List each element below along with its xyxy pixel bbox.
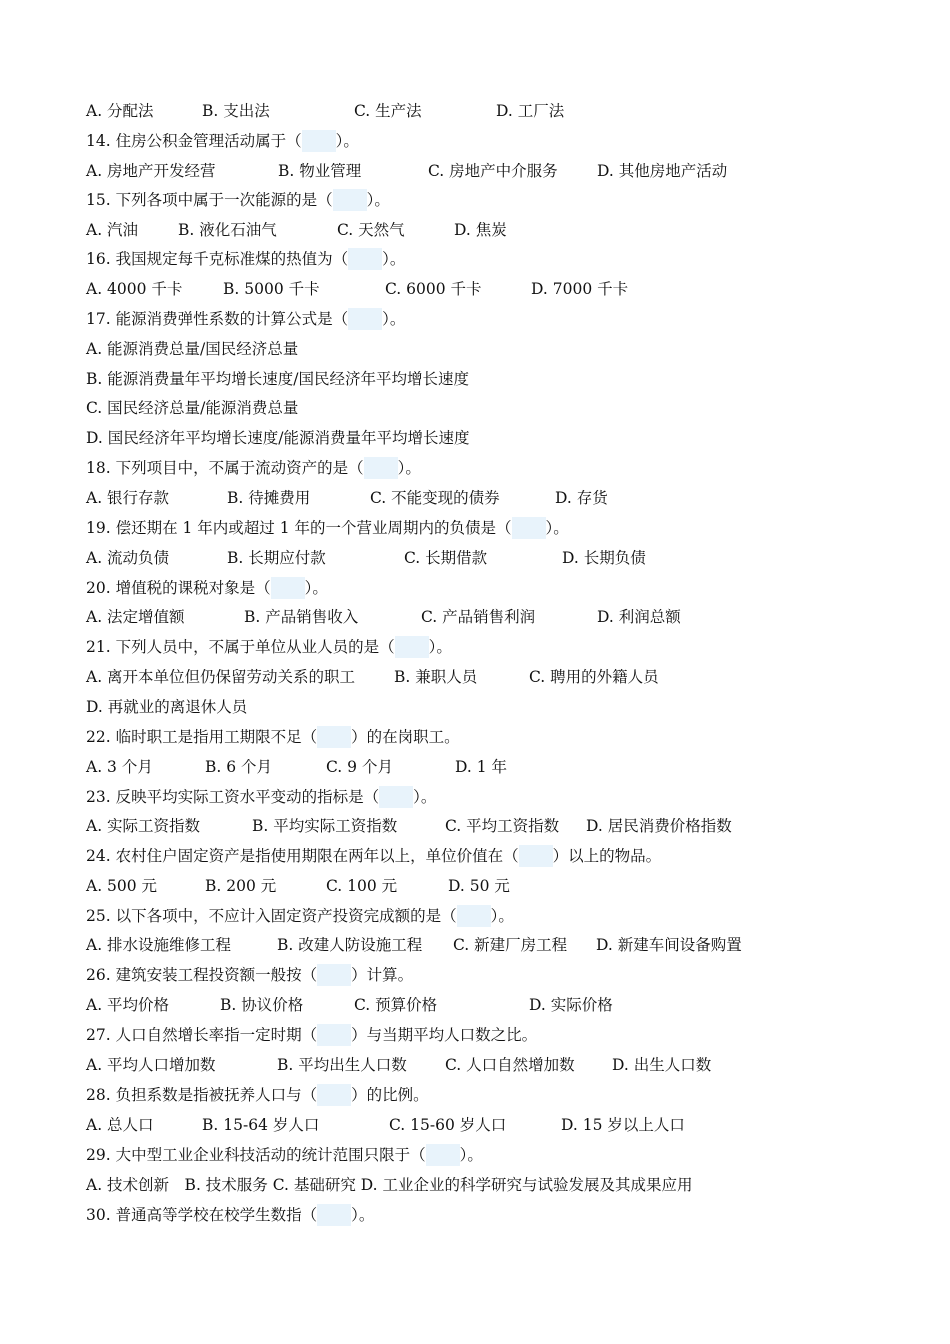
answer-options bbox=[86, 158, 866, 184]
question bbox=[86, 246, 405, 272]
question-text: 23. 反映平均实际工资水平变动的指标是（ bbox=[86, 788, 380, 806]
question-tail: ）。 bbox=[335, 132, 359, 150]
question-tail: ）。 bbox=[459, 1146, 483, 1164]
question-text: 18. 下列项目中，不属于流动资产的是（ bbox=[86, 459, 364, 477]
question-text: 19. 偿还期在 1 年内或超过 1 年的一个营业周期内的负债是（ bbox=[86, 519, 512, 537]
question-text: 28. 负担系数是指被抚养人口与（ bbox=[86, 1086, 318, 1104]
answer-blank bbox=[457, 905, 491, 927]
option: B. 15-64 岁人口 bbox=[202, 1116, 320, 1134]
question-tail: ）。 bbox=[490, 907, 514, 925]
answer-blank bbox=[317, 1204, 351, 1226]
answer-blank bbox=[348, 308, 382, 330]
option: C. 长期借款 bbox=[404, 549, 488, 567]
option: A. 500 元 bbox=[86, 877, 158, 895]
question-text: 22. 临时职工是指用工期限不足（ bbox=[86, 728, 318, 746]
answer-options bbox=[86, 276, 866, 302]
question bbox=[86, 784, 436, 810]
option: D. 7000 千卡 bbox=[531, 280, 629, 298]
option: A. 3 个月 bbox=[86, 758, 153, 776]
text-line: B. 能源消费量年平均增长速度/国民经济年平均增长速度 bbox=[86, 370, 469, 388]
option: D. 实际价格 bbox=[529, 996, 613, 1014]
question-text: 27. 人口自然增长率指一定时期（ bbox=[86, 1026, 318, 1044]
option: A. 平均人口增加数 bbox=[86, 1056, 216, 1074]
question-text: 17. 能源消费弹性系数的计算公式是（ bbox=[86, 310, 349, 328]
option: A. 总人口 bbox=[86, 1116, 154, 1134]
question bbox=[86, 515, 569, 541]
answer-blank bbox=[364, 457, 398, 479]
question bbox=[86, 1142, 483, 1168]
option: A. 银行存款 bbox=[86, 489, 170, 507]
answer-blank bbox=[348, 248, 382, 270]
question-tail: ）。 bbox=[382, 250, 406, 268]
question-tail: ）。 bbox=[351, 1206, 375, 1224]
option: C. 房地产中介服务 bbox=[428, 162, 558, 180]
option: A. 分配法 bbox=[86, 102, 154, 120]
option: D. 出生人口数 bbox=[612, 1056, 712, 1074]
option: A. 排水设施维修工程 bbox=[86, 936, 232, 954]
answer-blank bbox=[426, 1144, 460, 1166]
question-tail: ）。 bbox=[397, 459, 421, 477]
answer-options bbox=[86, 98, 866, 124]
answer-options bbox=[86, 217, 866, 243]
option: B. 平均实际工资指数 bbox=[252, 817, 398, 835]
question-tail: ）。 bbox=[413, 788, 437, 806]
option: D. 其他房地产活动 bbox=[597, 162, 728, 180]
question bbox=[86, 1022, 537, 1048]
option: D. 新建车间设备购置 bbox=[596, 936, 742, 954]
answer-blank bbox=[395, 636, 429, 658]
option: C. 聘用的外籍人员 bbox=[529, 668, 659, 686]
question-tail: ）与当期平均人口数之比。 bbox=[351, 1026, 538, 1044]
option: B. 支出法 bbox=[202, 102, 270, 120]
option: C. 不能变现的债券 bbox=[370, 489, 500, 507]
question-tail: ）。 bbox=[545, 519, 569, 537]
option: A. 汽油 bbox=[86, 221, 139, 239]
option: C. 天然气 bbox=[337, 221, 405, 239]
option: C. 预算价格 bbox=[354, 996, 438, 1014]
question-tail: ）以上的物品。 bbox=[552, 847, 662, 865]
question bbox=[86, 724, 460, 750]
question bbox=[86, 1202, 374, 1228]
option: D. 焦炭 bbox=[454, 221, 507, 239]
question bbox=[86, 962, 413, 988]
option: B. 5000 千卡 bbox=[223, 280, 320, 298]
question bbox=[86, 1082, 429, 1108]
answer-options bbox=[86, 754, 866, 780]
question-text: 15. 下列各项中属于一次能源的是（ bbox=[86, 191, 333, 209]
text-line: D. 国民经济年平均增长速度/能源消费量年平均增长速度 bbox=[86, 429, 470, 447]
option: C. 新建厂房工程 bbox=[453, 936, 568, 954]
answer-options bbox=[86, 485, 866, 511]
option: B. 物业管理 bbox=[278, 162, 362, 180]
answer-blank bbox=[317, 726, 351, 748]
option: D. 存货 bbox=[555, 489, 608, 507]
answer-blank bbox=[333, 189, 367, 211]
option: A. 流动负债 bbox=[86, 549, 170, 567]
answer-blank bbox=[512, 517, 546, 539]
answer-blank bbox=[271, 577, 305, 599]
question-text: 20. 增值税的课税对象是（ bbox=[86, 579, 271, 597]
text-line: A. 技术创新 B. 技术服务 C. 基础研究 D. 工业企业的科学研究与试验发展及其成果应用 bbox=[86, 1176, 693, 1194]
question bbox=[86, 843, 661, 869]
question-text: 14. 住房公积金管理活动属于（ bbox=[86, 132, 302, 150]
question bbox=[86, 455, 421, 481]
option: B. 兼职人员 bbox=[394, 668, 478, 686]
question-text: 30. 普通高等学校在校学生数指（ bbox=[86, 1206, 318, 1224]
option: A. 实际工资指数 bbox=[86, 817, 201, 835]
question bbox=[86, 128, 359, 154]
answer-blank bbox=[519, 845, 553, 867]
option: C. 产品销售利润 bbox=[421, 608, 536, 626]
option: D. 居民消费价格指数 bbox=[586, 817, 732, 835]
option: C. 平均工资指数 bbox=[445, 817, 560, 835]
answer-options bbox=[86, 1112, 866, 1138]
option: A. 房地产开发经营 bbox=[86, 162, 216, 180]
option: D. 15 岁以上人口 bbox=[561, 1116, 685, 1134]
option: C. 9 个月 bbox=[326, 758, 393, 776]
option: A. 离开本单位但仍保留劳动关系的职工 bbox=[86, 668, 356, 686]
option: B. 6 个月 bbox=[205, 758, 273, 776]
option: B. 待摊费用 bbox=[227, 489, 311, 507]
option: C. 6000 千卡 bbox=[385, 280, 482, 298]
question-tail: ）的比例。 bbox=[351, 1086, 429, 1104]
text-line: A. 能源消费总量/国民经济总量 bbox=[86, 340, 299, 358]
option: A. 法定增值额 bbox=[86, 608, 185, 626]
text-line: C. 国民经济总量/能源消费总量 bbox=[86, 399, 299, 417]
option: D. 50 元 bbox=[448, 877, 510, 895]
question-tail: ）。 bbox=[382, 310, 406, 328]
question-tail: ）的在岗职工。 bbox=[351, 728, 460, 746]
question-tail: ）。 bbox=[428, 638, 452, 656]
option: A. 4000 千卡 bbox=[86, 280, 183, 298]
answer-options bbox=[86, 813, 866, 839]
option: D. 工厂法 bbox=[496, 102, 565, 120]
question bbox=[86, 575, 328, 601]
question-text: 24. 农村住户固定资产是指使用期限在两年以上，单位价值在（ bbox=[86, 847, 519, 865]
question-tail: ）。 bbox=[366, 191, 390, 209]
answer-options bbox=[86, 545, 866, 571]
option: D. 1 年 bbox=[455, 758, 508, 776]
option: D. 长期负债 bbox=[562, 549, 646, 567]
question-tail: ）计算。 bbox=[351, 966, 414, 984]
option: A. 平均价格 bbox=[86, 996, 170, 1014]
option: C. 人口自然增加数 bbox=[445, 1056, 575, 1074]
option: B. 改建人防设施工程 bbox=[277, 936, 423, 954]
question-text: 16. 我国规定每千克标准煤的热值为（ bbox=[86, 250, 349, 268]
answer-blank bbox=[317, 964, 351, 986]
question-text: 26. 建筑安装工程投资额一般按（ bbox=[86, 966, 318, 984]
option: B. 协议价格 bbox=[220, 996, 304, 1014]
answer-options bbox=[86, 1052, 866, 1078]
option: C. 15-60 岁人口 bbox=[389, 1116, 507, 1134]
answer-options bbox=[86, 664, 866, 690]
answer-blank bbox=[317, 1084, 351, 1106]
question bbox=[86, 306, 405, 332]
text-line: D. 再就业的离退休人员 bbox=[86, 698, 248, 716]
option: B. 产品销售收入 bbox=[244, 608, 359, 626]
option: B. 200 元 bbox=[205, 877, 277, 895]
question bbox=[86, 903, 514, 929]
answer-blank bbox=[302, 130, 336, 152]
question-text: 29. 大中型工业企业科技活动的统计范围只限于（ bbox=[86, 1146, 426, 1164]
question bbox=[86, 634, 452, 660]
option: B. 平均出生人口数 bbox=[277, 1056, 407, 1074]
question-text: 21. 下列人员中，不属于单位从业人员的是（ bbox=[86, 638, 395, 656]
option: B. 液化石油气 bbox=[178, 221, 277, 239]
answer-options bbox=[86, 604, 866, 630]
question bbox=[86, 187, 390, 213]
option: C. 生产法 bbox=[354, 102, 422, 120]
question-text: 25. 以下各项中，不应计入固定资产投资完成额的是（ bbox=[86, 907, 457, 925]
option: B. 长期应付款 bbox=[227, 549, 326, 567]
answer-options bbox=[86, 992, 866, 1018]
question-tail: ）。 bbox=[304, 579, 328, 597]
answer-options bbox=[86, 873, 866, 899]
answer-options bbox=[86, 932, 866, 958]
answer-blank bbox=[379, 786, 413, 808]
option: D. 利润总额 bbox=[597, 608, 681, 626]
option: C. 100 元 bbox=[326, 877, 398, 895]
answer-blank bbox=[317, 1024, 351, 1046]
